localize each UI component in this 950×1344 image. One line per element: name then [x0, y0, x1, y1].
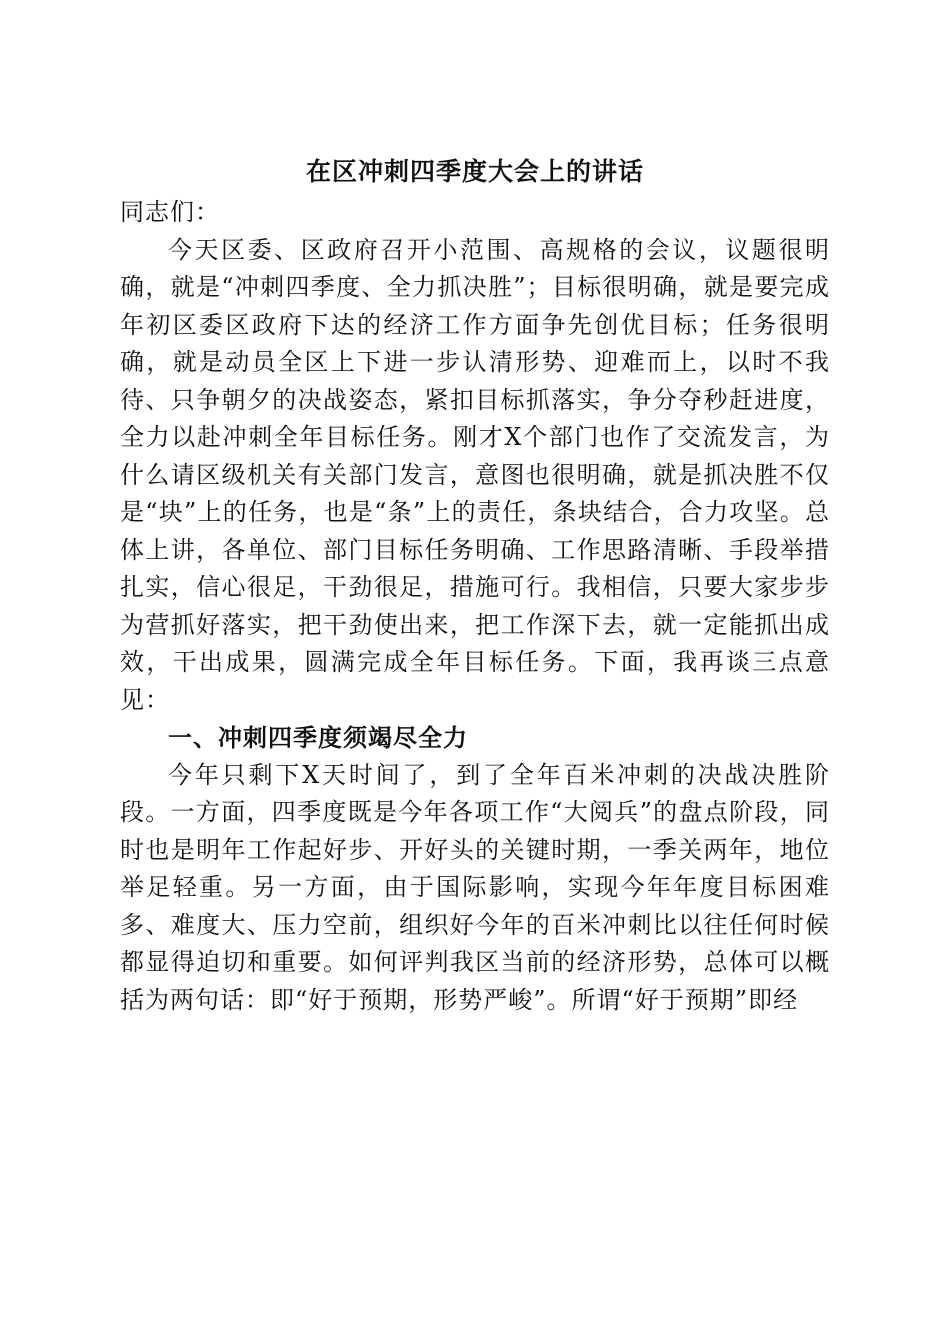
document-page	[120, 150, 830, 1019]
section-heading: 一、冲刺四季度须竭尽全力	[168, 723, 468, 752]
document-title: 在区冲刺四季度大会上的讲话	[305, 157, 644, 186]
section-paragraph: 今年只剩下X天时间了，到了全年百米冲刺的决战决胜阶段。一方面，四季度既是今年各项工作“大阅兵”的盘点阶段，同时也是明年工作起好步、开好头的关键时期，一季关两年，地位举足轻重。另一方面，由于国际影响，实现今年年度目标困难多、难度大、压力空前，组织好今年的百米冲刺比以往任何时候都显得迫切和重要。如何评判我区当前的经济形势，总体可以概括为两句话：即“好于预期，形势严峻”。所谓“好于预期”即经	[120, 760, 830, 1014]
opening-paragraph: 今天区委、区政府召开小范围、高规格的会议，议题很明确，就是“冲刺四季度、全力抓决胜”；目标很明确，就是要完成年初区委区政府下达的经济工作方面争先创优目标；任务很明确，就是动员全区上下进一步认清形势、迎难而上，以时不我待、只争朝夕的决战姿态，紧扣目标抓落实，争分夺秒赶进度，全力以赴冲刺全年目标任务。刚才X个部门也作了交流发言，为什么请区级机关有关部门发言，意图也很明确，就是抓决胜不仅是“块”上的任务，也是“条”上的责任，条块结合，合力攻坚。总体上讲，各单位、部门目标任务明确、工作思路清晰、手段举措扎实，信心很足，干劲很足，措施可行。我相信，只要大家步步为营抓好落实，把干劲使出来，把工作深下去，就一定能抓出成效，干出成果，圆满完成全年目标任务。下面，我再谈三点意见：	[120, 235, 830, 714]
salutation: 同志们：	[120, 198, 220, 226]
